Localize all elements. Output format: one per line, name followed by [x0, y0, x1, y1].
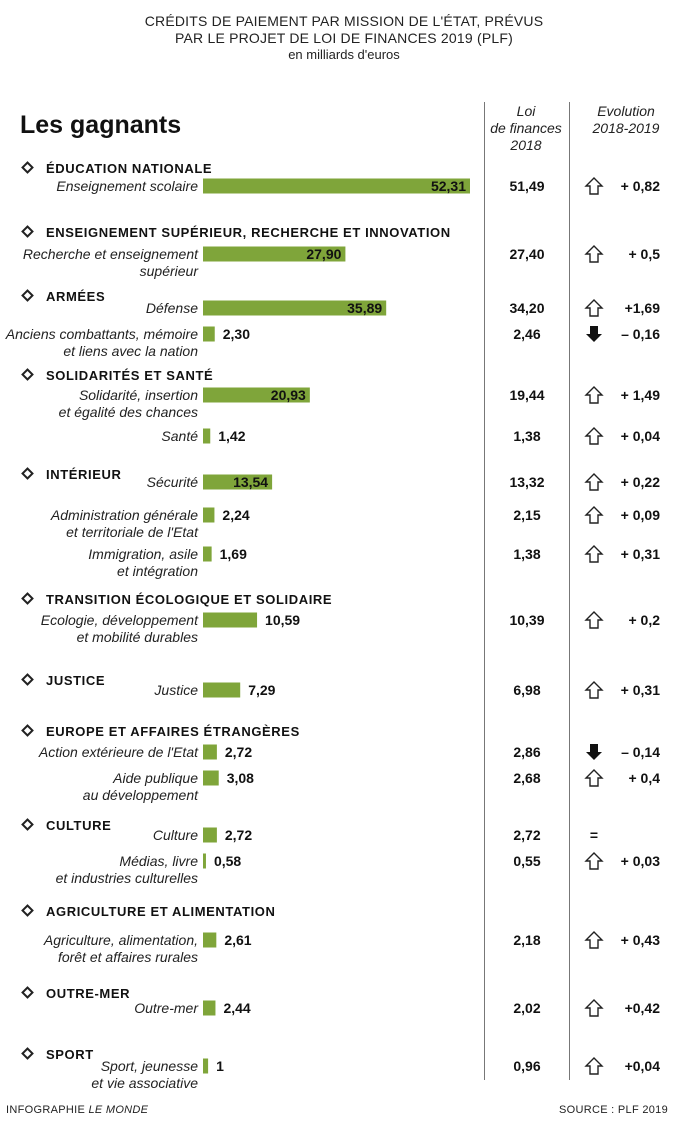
- bar: [203, 1001, 215, 1016]
- arrow-up-icon: [586, 300, 602, 316]
- loi-2018-value: 34,20: [509, 300, 545, 316]
- bar-value-label: 0,58: [213, 853, 242, 869]
- loi-2018-value: 13,32: [509, 474, 545, 490]
- chart-title-line-2: PAR LE PROJET DE LOI DE FINANCES 2019 (PLF): [175, 30, 513, 46]
- row-label: Sécurité: [146, 474, 198, 490]
- arrow-up-icon: [586, 932, 602, 948]
- loi-2018-value: 10,39: [509, 612, 545, 628]
- arrow-up-icon: [586, 770, 602, 786]
- row-label: Médias, livre: [119, 853, 198, 869]
- row-label: Anciens combattants, mémoire: [5, 326, 198, 342]
- evolution-value: – 0,14: [621, 744, 660, 760]
- section-title: Les gagnants: [20, 111, 182, 139]
- mission-title: SPORT: [46, 1047, 94, 1062]
- mission-title: SOLIDARITÉS ET SANTÉ: [46, 368, 214, 383]
- column-header-loi-line-3: 2018: [510, 137, 542, 153]
- column-header-evolution-line-1: Evolution: [597, 103, 655, 119]
- arrow-up-icon: [586, 853, 602, 869]
- mission-title: ARMÉES: [46, 289, 106, 304]
- loi-2018-value: 2,02: [513, 1000, 541, 1016]
- chart-subtitle: en milliards d'euros: [288, 47, 400, 62]
- evolution-value: + 0,22: [620, 474, 660, 490]
- bar-value-label: 1,69: [219, 546, 247, 562]
- column-header-evolution-line-2: 2018-2019: [592, 120, 660, 136]
- evolution-value: + 0,31: [620, 546, 660, 562]
- row-label: Aide publique: [113, 770, 198, 786]
- mission-title: ENSEIGNEMENT SUPÉRIEUR, RECHERCHE ET INNOVATION: [46, 225, 451, 240]
- arrow-up-icon: [586, 1000, 602, 1016]
- row-label: et mobilité durables: [76, 629, 198, 645]
- footer-source: SOURCE : PLF 2019: [558, 1104, 668, 1116]
- chart-title-line-1: CRÉDITS DE PAIEMENT PAR MISSION DE L'ÉTAT, PRÉVUS: [144, 13, 544, 29]
- bar: [203, 683, 240, 698]
- loi-2018-value: 1,38: [513, 546, 541, 562]
- evolution-value: + 0,43: [620, 932, 660, 948]
- bar-value-label: 2,44: [223, 1000, 251, 1016]
- bar-value-label: 2,24: [222, 507, 250, 523]
- row-label: supérieur: [139, 263, 198, 279]
- bar-value-label: 27,90: [306, 246, 342, 262]
- evolution-value: + 0,82: [620, 178, 660, 194]
- evolution-value: + 0,04: [620, 428, 660, 444]
- footer-credit: [6, 1104, 148, 1116]
- row-label: Immigration, asile: [88, 546, 198, 562]
- loi-2018-value: 1,38: [513, 428, 541, 444]
- row-label: Santé: [161, 428, 198, 444]
- evolution-value: + 0,5: [628, 246, 660, 262]
- bar: [203, 933, 216, 948]
- evolution-value: +0,04: [624, 1058, 660, 1074]
- bar-value-label: 35,89: [347, 300, 383, 316]
- bar: [203, 854, 206, 869]
- loi-2018-value: 0,96: [513, 1058, 541, 1074]
- bar-value-label: 2,61: [224, 932, 252, 948]
- evolution-value: + 0,31: [620, 682, 660, 698]
- mission-title: TRANSITION ÉCOLOGIQUE ET SOLIDAIRE: [46, 592, 333, 607]
- row-label: Ecologie, développement: [40, 612, 198, 628]
- row-label: et territoriale de l'Etat: [66, 524, 198, 540]
- bar-value-label: 10,59: [265, 612, 301, 628]
- bar: [203, 327, 215, 342]
- loi-2018-value: 2,15: [513, 507, 541, 523]
- row-label: Outre-mer: [134, 1000, 198, 1016]
- loi-2018-value: 19,44: [509, 387, 545, 403]
- row-label: Administration générale: [50, 507, 198, 523]
- row-label: Enseignement scolaire: [56, 178, 198, 194]
- arrow-up-icon: [586, 682, 602, 698]
- mission-title: ÉDUCATION NATIONALE: [46, 161, 213, 176]
- bar-value-label: 13,54: [233, 474, 269, 490]
- bar: [203, 547, 212, 562]
- arrow-down-icon: [586, 744, 602, 760]
- loi-2018-value: 6,98: [513, 682, 541, 698]
- bar-value-label: 2,72: [224, 744, 253, 760]
- arrow-up-icon: [586, 178, 602, 194]
- bar: [203, 613, 257, 628]
- bar: [203, 508, 214, 523]
- bar-value-label: 1,42: [218, 428, 246, 444]
- loi-2018-value: 2,68: [513, 770, 541, 786]
- evolution-value: +0,42: [624, 1000, 660, 1016]
- arrow-up-icon: [586, 474, 602, 490]
- bar-value-label: 1: [216, 1058, 224, 1074]
- evolution-value: + 0,4: [628, 770, 660, 786]
- bar-value-label: 7,29: [248, 682, 276, 698]
- row-label: au développement: [82, 787, 198, 803]
- mission-title: INTÉRIEUR: [46, 467, 122, 482]
- row-label: et vie associative: [91, 1075, 198, 1091]
- bar-value-label: 2,72: [224, 827, 253, 843]
- evolution-value: + 0,03: [620, 853, 660, 869]
- arrow-up-icon: [586, 507, 602, 523]
- bar-value-label: 2,30: [222, 326, 250, 342]
- bar: [203, 429, 210, 444]
- bar: [203, 828, 217, 843]
- arrow-up-icon: [586, 612, 602, 628]
- column-header-loi-line-1: Loi: [516, 103, 536, 119]
- row-label: et égalité des chances: [58, 404, 198, 420]
- bar: [203, 745, 217, 760]
- bar: [203, 771, 219, 786]
- mission-title: OUTRE-MER: [46, 986, 131, 1001]
- mission-title: JUSTICE: [46, 673, 106, 688]
- bar: [203, 1059, 208, 1074]
- loi-2018-value: 2,72: [513, 827, 541, 843]
- evolution-value: + 1,49: [620, 387, 660, 403]
- row-label: forêt et affaires rurales: [57, 949, 198, 965]
- footer-credit-name: LE MONDE: [88, 1104, 149, 1116]
- row-label: Culture: [152, 827, 198, 843]
- arrow-up-icon: [586, 1058, 602, 1074]
- loi-2018-value: 2,86: [513, 744, 541, 760]
- row-label: Recherche et enseignement: [22, 246, 198, 262]
- bar-value-label: 20,93: [270, 387, 306, 403]
- mission-title: AGRICULTURE ET ALIMENTATION: [46, 904, 276, 919]
- mission-title: CULTURE: [46, 818, 112, 833]
- row-label: Agriculture, alimentation,: [43, 932, 198, 948]
- row-label: et intégration: [117, 563, 198, 579]
- arrow-down-icon: [586, 326, 602, 342]
- row-label: Action extérieure de l'Etat: [38, 744, 198, 760]
- evolution-value: + 0,09: [620, 507, 660, 523]
- arrow-up-icon: [586, 546, 602, 562]
- loi-2018-value: 2,46: [513, 326, 541, 342]
- row-label: Défense: [145, 300, 198, 316]
- row-label: et liens avec la nation: [63, 343, 198, 359]
- arrow-up-icon: [586, 246, 602, 262]
- footer-credit-prefix: INFOGRAPHIE: [6, 1104, 86, 1116]
- bar-value-label: 52,31: [430, 178, 466, 194]
- row-label: Justice: [154, 682, 198, 698]
- loi-2018-value: 2,18: [513, 932, 541, 948]
- loi-2018-value: 51,49: [509, 178, 545, 194]
- arrow-up-icon: [586, 428, 602, 444]
- row-label: et industries culturelles: [55, 870, 198, 886]
- evolution-equal-sign: =: [589, 827, 599, 843]
- loi-2018-value: 27,40: [509, 246, 545, 262]
- evolution-value: +1,69: [624, 300, 660, 316]
- column-header-loi-line-2: de finances: [490, 120, 562, 136]
- arrow-up-icon: [586, 387, 602, 403]
- evolution-value: – 0,16: [621, 326, 660, 342]
- row-label: Sport, jeunesse: [100, 1058, 198, 1074]
- row-label: Solidarité, insertion: [78, 387, 198, 403]
- bar: [203, 179, 470, 194]
- bar-value-label: 3,08: [226, 770, 254, 786]
- loi-2018-value: 0,55: [513, 853, 541, 869]
- mission-title: EUROPE ET AFFAIRES ÉTRANGÈRES: [46, 724, 300, 739]
- evolution-value: + 0,2: [628, 612, 660, 628]
